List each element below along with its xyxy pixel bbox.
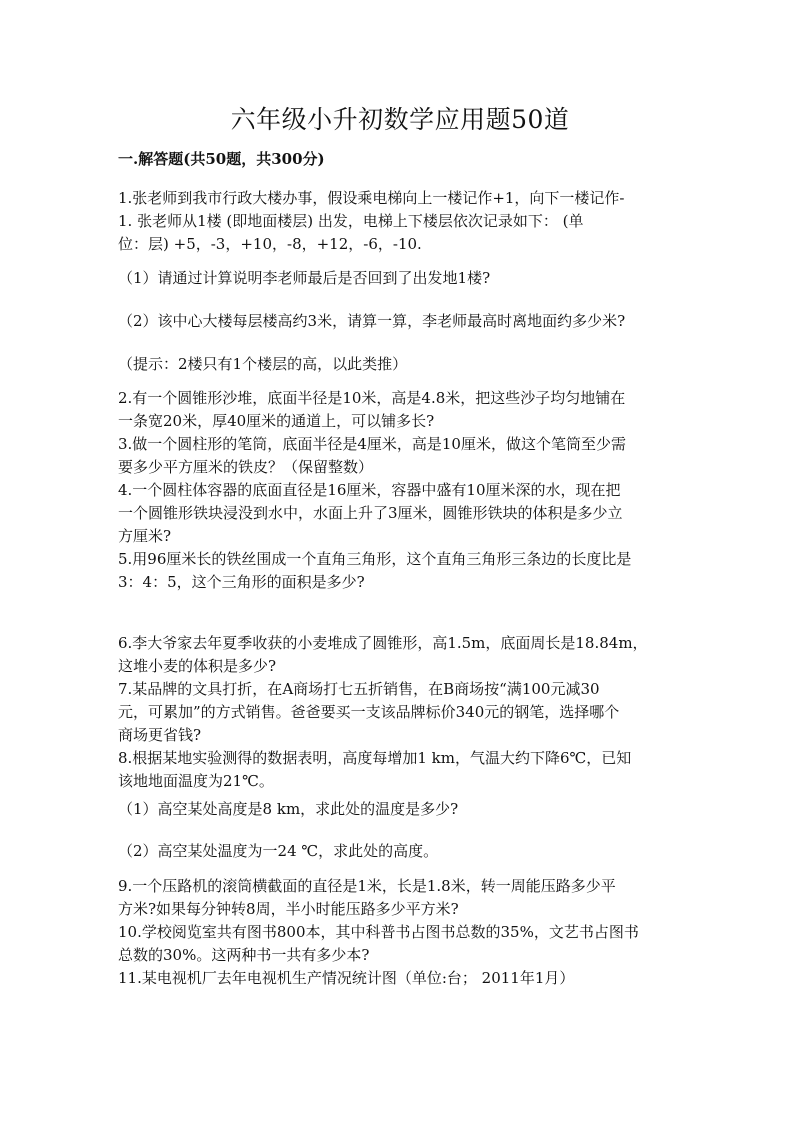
- question-line: 要多少平方厘米的铁皮？（保留整数）: [118, 458, 374, 476]
- question-line: 方厘米?: [118, 527, 172, 545]
- question-line: 7.某品牌的文具打折，在A商场打七五折销售，在B商场按“满100元减30: [118, 680, 600, 698]
- question-line: 11.某电视机厂去年电视机生产情况统计图（单位:台； 2011年1月）: [118, 969, 575, 987]
- page-title: 六年级小升初数学应用题50道: [230, 105, 570, 134]
- question-1-sub-1: （1）请通过计算说明李老师最后是否回到了出发地1楼?: [118, 269, 491, 287]
- question-line: 8.根据某地实验测得的数据表明，高度每增加1 km，气温大约下降6℃，已知: [118, 749, 632, 767]
- question-line: 10.学校阅览室共有图书800本，其中科普书占图书总数的35%，文艺书占图书: [118, 923, 639, 941]
- question-line: 该地地面温度为21℃。: [118, 772, 274, 790]
- question-line: 1. 张老师从1楼 (即地面楼层) 出发，电梯上下楼层依次记录如下： (单: [118, 212, 584, 230]
- question-line: 一个圆锥形铁块浸没到水中，水面上升了3厘米，圆锥形铁块的体积是多少立: [118, 504, 623, 522]
- question-line: 位：层) +5，-3，+10，-8，+12，-6，-10.: [118, 235, 422, 253]
- question-8-sub-1: （1）高空某处高度是8 km，求此处的温度是多少?: [118, 800, 459, 818]
- questions-6-to-8: [118, 632, 684, 793]
- question-line: 方米?如果每分钟转8周，半小时能压路多少平方米?: [118, 900, 459, 918]
- question-line: 商场更省钱?: [118, 726, 202, 744]
- questions-2-to-5: [118, 387, 684, 594]
- question-line: 4.一个圆柱体容器的底面直径是16厘米，容器中盛有10厘米深的水，现在把: [118, 481, 621, 499]
- section-heading: 一.解答题(共50题，共300分): [118, 150, 325, 168]
- questions-9-to-11: [118, 875, 684, 990]
- question-line: 5.用96厘米长的铁丝围成一个直角三角形，这个直角三角形三条边的长度比是: [118, 550, 632, 568]
- question-line: 元，可累加”的方式销售。爸爸要买一支该品牌标价340元的钢笔，选择哪个: [118, 703, 620, 721]
- question-line: 这堆小麦的体积是多少?: [118, 657, 277, 675]
- question-line: 2.有一个圆锥形沙堆，底面半径是10米，高是4.8米，把这些沙子均匀地铺在: [118, 389, 626, 407]
- question-line: 6.李大爷家去年夏季收获的小麦堆成了圆锥形，高1.5m，底面周长是18.84m，: [118, 634, 648, 652]
- question-1-hint: （提示：2楼只有1个楼层的高，以此类推）: [118, 355, 408, 373]
- question-line: 一条宽20米，厚40厘米的通道上，可以铺多长?: [118, 412, 435, 430]
- question-1-sub-2: （2）该中心大楼每层楼高约3米，请算一算，李老师最高时离地面约多少米?: [118, 312, 626, 330]
- question-1: [118, 187, 684, 256]
- question-8-sub-2: （2）高空某处温度为一24 ℃，求此处的高度。: [118, 842, 439, 860]
- question-line: 总数的30%。这两种书一共有多少本?: [118, 946, 370, 964]
- question-line: 3：4：5，这个三角形的面积是多少?: [118, 573, 365, 591]
- question-line: 3.做一个圆柱形的笔筒，底面半径是4厘米，高是10厘米，做这个笔筒至少需: [118, 435, 626, 453]
- question-line: 9.一个压路机的滚筒横截面的直径是1米，长是1.8米，转一周能压路多少平: [118, 877, 616, 895]
- question-line: 1.张老师到我市行政大楼办事，假设乘电梯向上一楼记作+1，向下一楼记作-: [118, 189, 625, 207]
